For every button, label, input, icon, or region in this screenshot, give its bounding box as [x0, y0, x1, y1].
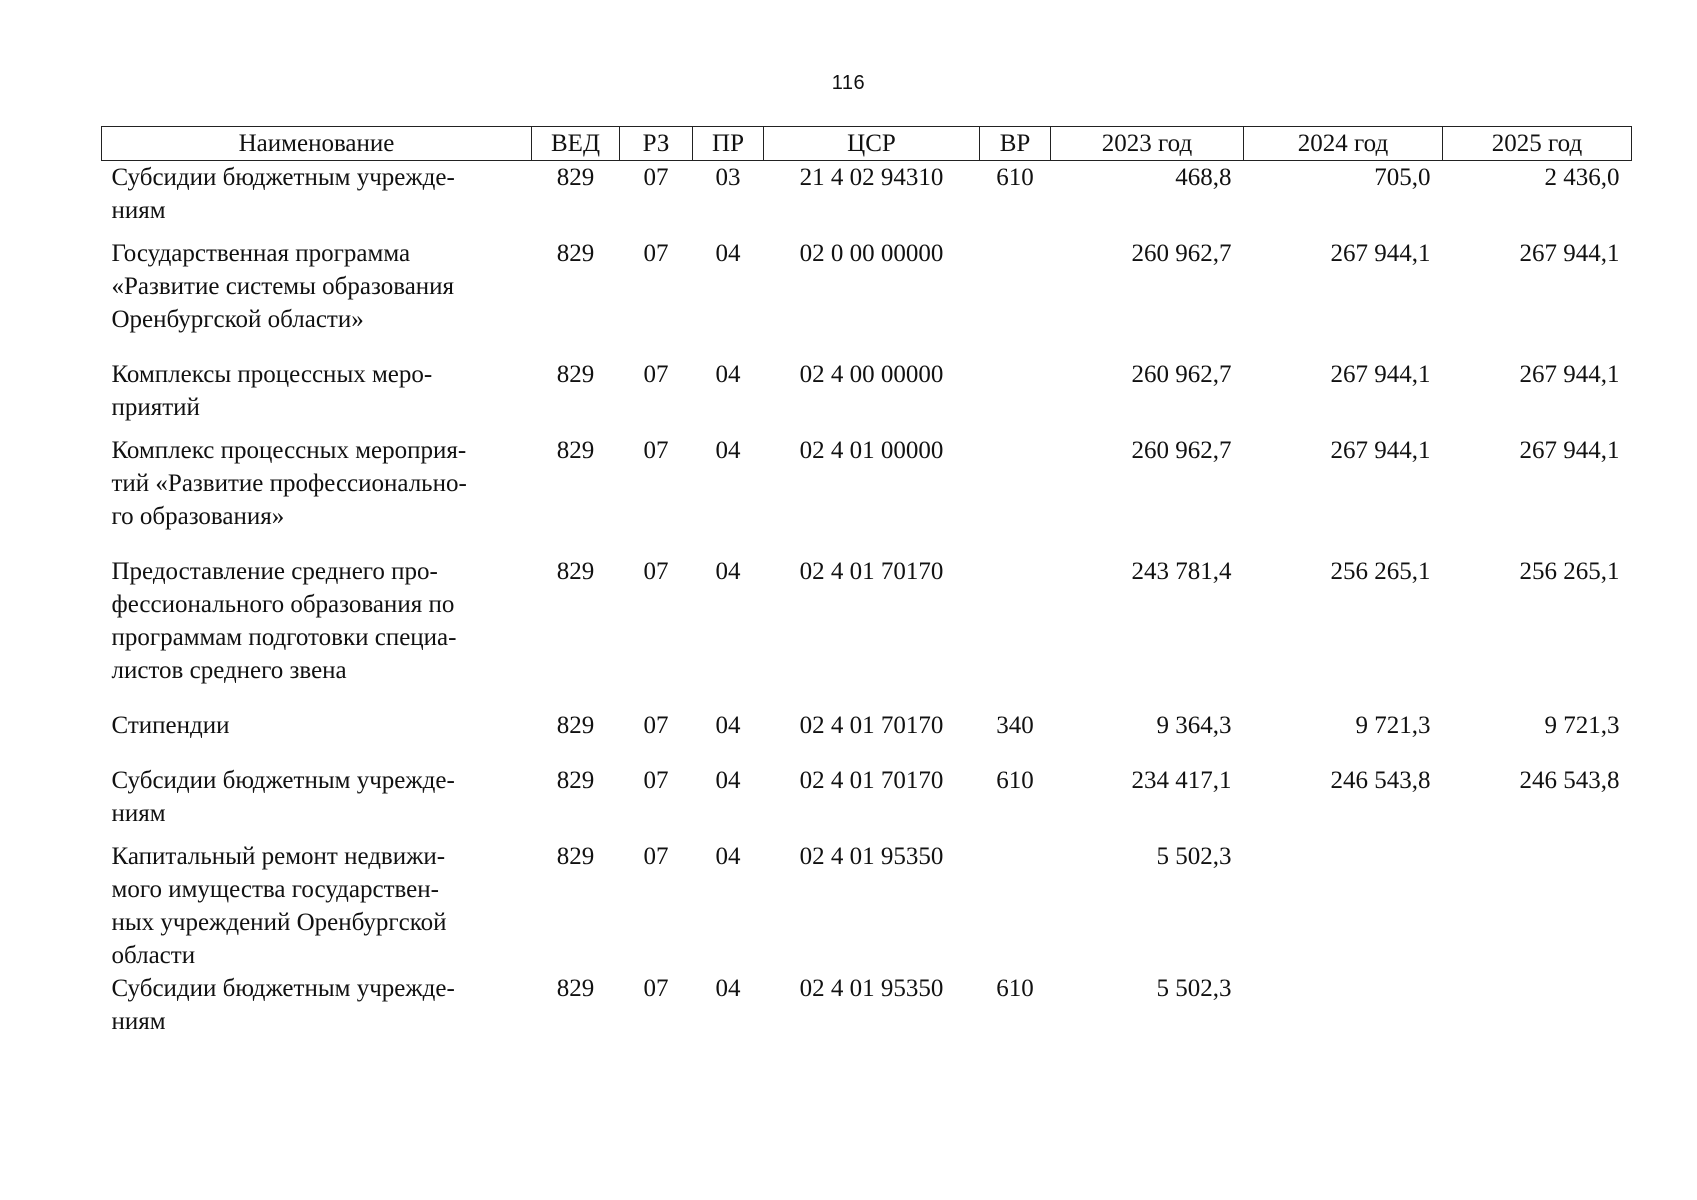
row-pr: 04	[715, 712, 741, 739]
table-body	[102, 161, 1632, 1039]
table-row	[102, 764, 1632, 840]
header-pr: ПР	[693, 127, 764, 161]
row-rz: 07	[643, 712, 669, 739]
row-2024: 267 944,1	[1330, 437, 1431, 464]
row-csr: 02 4 01 00000	[799, 437, 944, 464]
row-2024	[1244, 840, 1443, 972]
row-rz: 07	[643, 240, 669, 267]
table-row	[102, 161, 1632, 238]
row-ved: 829	[556, 164, 595, 191]
row-2023: 260 962,7	[1131, 437, 1232, 464]
row-csr: 21 4 02 94310	[799, 164, 944, 191]
row-vr	[980, 434, 1051, 555]
header-2025: 2025 год	[1443, 127, 1632, 161]
table-row	[102, 840, 1632, 972]
row-ved: 829	[556, 767, 595, 794]
header-vr: ВР	[980, 127, 1051, 161]
row-2023: 5 502,3	[1156, 843, 1232, 870]
row-name: Комплексы процессных меро- приятий	[111, 361, 433, 421]
header-rz: РЗ	[620, 127, 693, 161]
row-vr: 340	[996, 712, 1034, 739]
row-rz: 07	[643, 843, 669, 870]
row-pr: 04	[715, 558, 741, 585]
table-row	[102, 434, 1632, 555]
row-2024: 267 944,1	[1330, 240, 1431, 267]
row-vr	[980, 840, 1051, 972]
table-row	[102, 555, 1632, 709]
page-number: 116	[831, 72, 866, 94]
row-2025	[1443, 972, 1632, 1038]
row-name: Комплекс процессных мероприя- тий «Развитие профессионально- го образования»	[111, 437, 467, 530]
row-csr: 02 4 01 70170	[799, 712, 944, 739]
row-pr: 04	[715, 437, 741, 464]
row-2025: 267 944,1	[1519, 240, 1620, 267]
table-row	[102, 237, 1632, 358]
table-row	[102, 972, 1632, 1038]
row-pr: 04	[715, 843, 741, 870]
row-2023: 9 364,3	[1156, 712, 1232, 739]
row-ved: 829	[556, 558, 595, 585]
row-ved: 829	[556, 975, 595, 1002]
row-name: Капитальный ремонт недвижи- мого имущества государствен- ных учреждений Оренбургской области	[111, 843, 447, 969]
row-rz: 07	[643, 361, 669, 388]
row-vr	[980, 237, 1051, 358]
row-vr	[980, 555, 1051, 709]
row-2025: 9 721,3	[1544, 712, 1620, 739]
row-2023: 243 781,4	[1131, 558, 1232, 585]
row-2025: 267 944,1	[1519, 437, 1620, 464]
row-2024	[1244, 972, 1443, 1038]
row-2025: 256 265,1	[1519, 558, 1620, 585]
row-csr: 02 4 01 95350	[799, 843, 944, 870]
header-name: Наименование	[102, 127, 532, 161]
row-2023: 234 417,1	[1131, 767, 1232, 794]
row-rz: 07	[643, 767, 669, 794]
table-row	[102, 358, 1632, 434]
row-2025: 267 944,1	[1519, 361, 1620, 388]
row-name: Субсидии бюджетным учрежде- ниям	[111, 975, 455, 1035]
row-rz: 07	[643, 975, 669, 1002]
row-2023: 260 962,7	[1131, 240, 1232, 267]
row-csr: 02 4 01 95350	[799, 975, 944, 1002]
row-pr: 04	[715, 361, 741, 388]
budget-table	[101, 126, 1632, 1038]
row-ved: 829	[556, 240, 595, 267]
row-2023: 260 962,7	[1131, 361, 1232, 388]
row-2024: 267 944,1	[1330, 361, 1431, 388]
row-2023: 468,8	[1175, 164, 1232, 191]
row-name: Государственная программа «Развитие системы образования Оренбургской области»	[111, 240, 455, 333]
row-vr: 610	[996, 767, 1034, 794]
header-ved: ВЕД	[532, 127, 620, 161]
row-csr: 02 4 01 70170	[799, 558, 944, 585]
row-2023: 5 502,3	[1156, 975, 1232, 1002]
row-2025: 246 543,8	[1519, 767, 1620, 794]
row-ved: 829	[556, 437, 595, 464]
row-name: Стипендии	[111, 712, 230, 739]
row-2024: 256 265,1	[1330, 558, 1431, 585]
row-2024: 246 543,8	[1330, 767, 1431, 794]
row-rz: 07	[643, 437, 669, 464]
row-name: Субсидии бюджетным учрежде- ниям	[111, 164, 455, 224]
row-2025	[1443, 840, 1632, 972]
table-header-row	[102, 127, 1632, 161]
row-pr: 04	[715, 975, 741, 1002]
row-ved: 829	[556, 361, 595, 388]
row-2024: 9 721,3	[1355, 712, 1431, 739]
row-csr: 02 4 00 00000	[799, 361, 944, 388]
row-vr: 610	[996, 164, 1034, 191]
row-vr	[980, 358, 1051, 434]
row-rz: 07	[643, 164, 669, 191]
row-vr: 610	[996, 975, 1034, 1002]
row-csr: 02 0 00 00000	[799, 240, 944, 267]
row-pr: 04	[715, 767, 741, 794]
row-csr: 02 4 01 70170	[799, 767, 944, 794]
header-csr: ЦСР	[764, 127, 980, 161]
row-pr: 03	[715, 164, 741, 191]
row-name: Предоставление среднего про- фессионального образования по программам подготовки специа- листов среднего звена	[111, 558, 457, 684]
row-name: Субсидии бюджетным учрежде- ниям	[111, 767, 455, 827]
row-ved: 829	[556, 843, 595, 870]
header-2023: 2023 год	[1051, 127, 1244, 161]
row-ved: 829	[556, 712, 595, 739]
row-rz: 07	[643, 558, 669, 585]
header-2024: 2024 год	[1244, 127, 1443, 161]
row-pr: 04	[715, 240, 741, 267]
row-2025: 2 436,0	[1544, 164, 1620, 191]
table-row	[102, 709, 1632, 764]
row-2024: 705,0	[1374, 164, 1431, 191]
